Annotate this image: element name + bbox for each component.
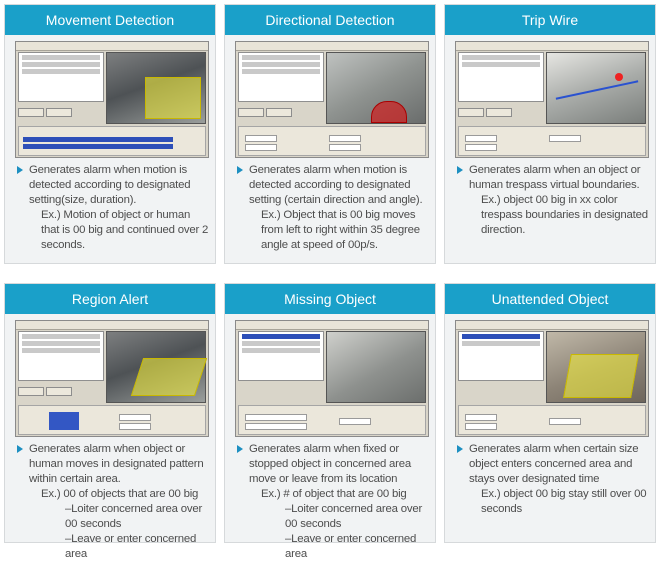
card-trip-wire — [444, 4, 656, 264]
card-description — [237, 442, 429, 562]
example-subitem: –Loiter concerned area over 00 seconds — [285, 503, 423, 530]
button-row — [18, 104, 102, 112]
parameters-panel — [18, 405, 206, 435]
camera-view — [326, 52, 426, 124]
camera-view — [326, 331, 426, 403]
bullet-text: Generates alarm when certain size object enters concerned area and stays over designated time — [469, 443, 639, 485]
parameters-panel — [458, 126, 646, 156]
missing-object-screenshot — [235, 320, 429, 437]
example-text: Ex.) # of object that are 00 big — [261, 488, 407, 500]
menu-bar — [456, 42, 648, 51]
triangle-bullet-icon — [237, 166, 243, 174]
button-row — [18, 383, 102, 391]
bullet-text: Generates alarm when motion is detected according to designated setting(size, duration). — [29, 164, 191, 206]
alert-list — [18, 331, 104, 381]
card-title: Region Alert — [5, 284, 215, 314]
example-text: Ex.) Object that is 00 big moves from left to right within 35 degree angle at speed of 00p/s. — [261, 209, 420, 251]
bullet-text: Generates alarm when object or human moves in designated pattern within certain area. — [29, 443, 204, 485]
triangle-bullet-icon — [457, 445, 463, 453]
unattended-object-screenshot — [455, 320, 649, 437]
card-title: Missing Object — [225, 284, 435, 314]
watermark-text: 사라진 물체 — [250, 361, 317, 376]
triangle-bullet-icon — [17, 166, 23, 174]
card-directional-detection — [224, 4, 436, 264]
triangle-bullet-icon — [457, 166, 463, 174]
directional-detection-screenshot — [235, 41, 429, 158]
camera-view — [546, 331, 646, 403]
menu-bar — [16, 321, 208, 330]
card-description — [17, 442, 209, 562]
bullet-text: Generates alarm when an object or human trespass virtual boundaries. — [469, 164, 641, 191]
bullet-text: Generates alarm when motion is detected according to designated setting (certain direction and angle). — [249, 164, 423, 206]
menu-bar — [16, 42, 208, 51]
example-text: Ex.) object 00 big in xx color trespass boundaries in designated direction. — [481, 194, 648, 236]
menu-bar — [236, 321, 428, 330]
movement-detection-screenshot — [15, 41, 209, 158]
card-movement-detection — [4, 4, 216, 264]
card-title: Trip Wire — [445, 5, 655, 35]
card-title: Unattended Object — [445, 284, 655, 314]
watermark-text: 방치된 물체 — [470, 361, 537, 376]
alert-list — [458, 52, 544, 102]
card-unattended-object — [444, 283, 656, 543]
card-description — [17, 163, 209, 253]
example-text: Ex.) 00 of objects that are 00 big — [41, 488, 199, 500]
card-description — [237, 163, 429, 253]
parameters-panel — [458, 405, 646, 435]
card-title: Directional Detection — [225, 5, 435, 35]
card-description — [457, 163, 649, 238]
example-subitem: –Leave or enter concerned area — [65, 533, 197, 560]
schedule-panel — [18, 126, 206, 156]
camera-view — [546, 52, 646, 124]
example-subitem: –Leave or enter concerned area — [285, 533, 417, 560]
example-text: Ex.) object 00 big stay still over 00 seconds — [481, 488, 647, 515]
triangle-bullet-icon — [17, 445, 23, 453]
camera-view — [106, 331, 206, 403]
parameters-panel — [238, 126, 426, 156]
card-title: Movement Detection — [5, 5, 215, 35]
example-subitem: –Loiter concerned area over 00 seconds — [65, 503, 203, 530]
card-description — [457, 442, 649, 517]
menu-bar — [456, 321, 648, 330]
button-row — [458, 104, 542, 112]
card-region-alert — [4, 283, 216, 560]
alert-list — [238, 52, 324, 102]
parameters-panel — [238, 405, 426, 435]
button-row — [238, 104, 322, 112]
region-alert-screenshot — [15, 320, 209, 437]
card-missing-object — [224, 283, 436, 560]
triangle-bullet-icon — [237, 445, 243, 453]
example-text: Ex.) Motion of object or human that is 00 big and continued over 2 seconds. — [41, 209, 209, 251]
menu-bar — [236, 42, 428, 51]
camera-view — [106, 52, 206, 124]
bullet-text: Generates alarm when fixed or stopped object in concerned area move or leave from its location — [249, 443, 412, 485]
trip-wire-screenshot — [455, 41, 649, 158]
alert-list — [18, 52, 104, 102]
